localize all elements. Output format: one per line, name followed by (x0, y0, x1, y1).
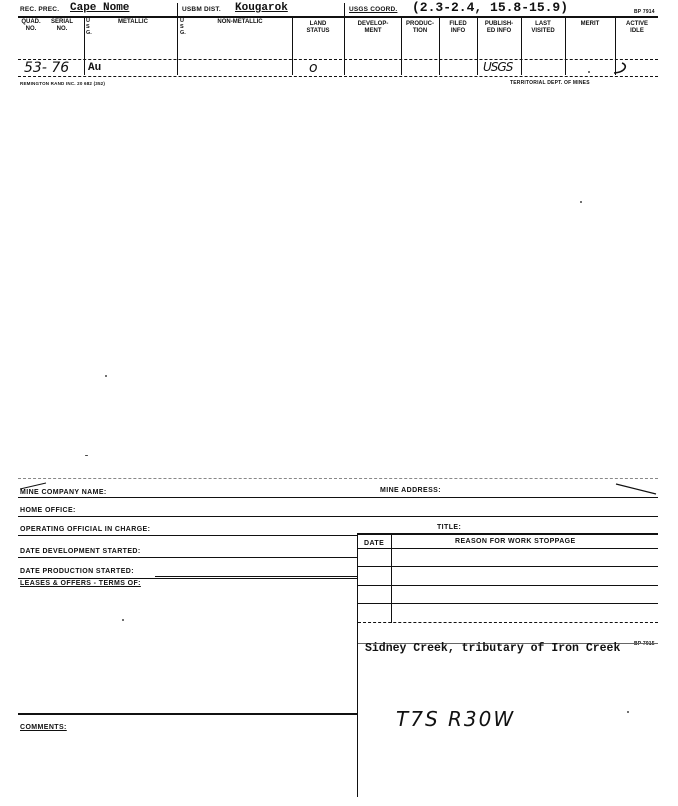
top-footer-right: TERRITORIAL DEPT. OF MINES (510, 80, 590, 86)
col-published-info: PUBLISH- ED INFO (484, 21, 514, 34)
home-office-label: HOME OFFICE: (20, 507, 76, 514)
col-filed-info: FILED INFO (449, 21, 467, 34)
top-footer-left: REMINGTON RAND INC. 20 682 (352) (20, 81, 106, 86)
usbm-dist-label: USBM DIST. (182, 6, 221, 13)
col-last-visited: LAST VISITED (531, 21, 555, 34)
top-form-number: BP 7914 (634, 9, 655, 15)
location-text: Sidney Creek, tributary of Iron Creek (365, 642, 621, 655)
col-merit: MERIT (580, 21, 600, 27)
operating-official-label: OPERATING OFFICIAL IN CHARGE: (20, 526, 151, 533)
mine-address-label: MINE ADDRESS: (380, 487, 441, 494)
land-status-value: o (309, 60, 318, 76)
usbm-dist-value: Kougarok (235, 2, 288, 14)
reason-column-header: REASON FOR WORK STOPPAGE (455, 538, 576, 545)
bottom-form-number: BP 7915 (634, 641, 655, 647)
col-metallic: METALLIC (118, 19, 148, 25)
active-idle-checkmark-icon (604, 59, 634, 77)
quad-serial-value: 53- 76 (24, 60, 70, 76)
handwritten-township-note: T7S R30W (396, 707, 516, 731)
rec-prec-value: Cape Nome (70, 2, 130, 14)
col-serial-no: SERIAL NO. (50, 19, 73, 32)
leases-offers-label: LEASES & OFFERS - TERMS OF: (20, 580, 141, 587)
col-usgs-metallic: U S G. (86, 18, 92, 36)
rec-prec-label: REC. PREC. (20, 6, 60, 13)
mine-company-name-label: MINE COMPANY NAME: (20, 489, 107, 496)
date-production-label: DATE PRODUCTION STARTED: (20, 568, 134, 575)
date-column-header: DATE (364, 540, 385, 547)
col-active-idle: ACTIVE IDLE (625, 21, 648, 34)
col-quad-no: QUAD. NO. (21, 19, 41, 32)
col-land-status: LAND STATUS (306, 21, 330, 34)
usgs-coord-label: USGS COORD. (349, 6, 398, 13)
date-development-label: DATE DEVELOPMENT STARTED: (20, 548, 141, 555)
usgs-coord-value: (2.3-2.4, 15.8-15.9) (412, 0, 569, 15)
col-usgs-nonmetallic: U S G. (180, 18, 186, 36)
title-label: TITLE: (437, 524, 462, 531)
col-production: PRODUC- TION (406, 21, 434, 34)
col-non-metallic: NON-METALLIC (217, 19, 263, 25)
comments-label: COMMENTS: (20, 724, 67, 731)
col-development: DEVELOP- MENT (357, 21, 389, 34)
metallic-value: Au (88, 62, 102, 74)
published-info-value: USGS (483, 60, 513, 74)
